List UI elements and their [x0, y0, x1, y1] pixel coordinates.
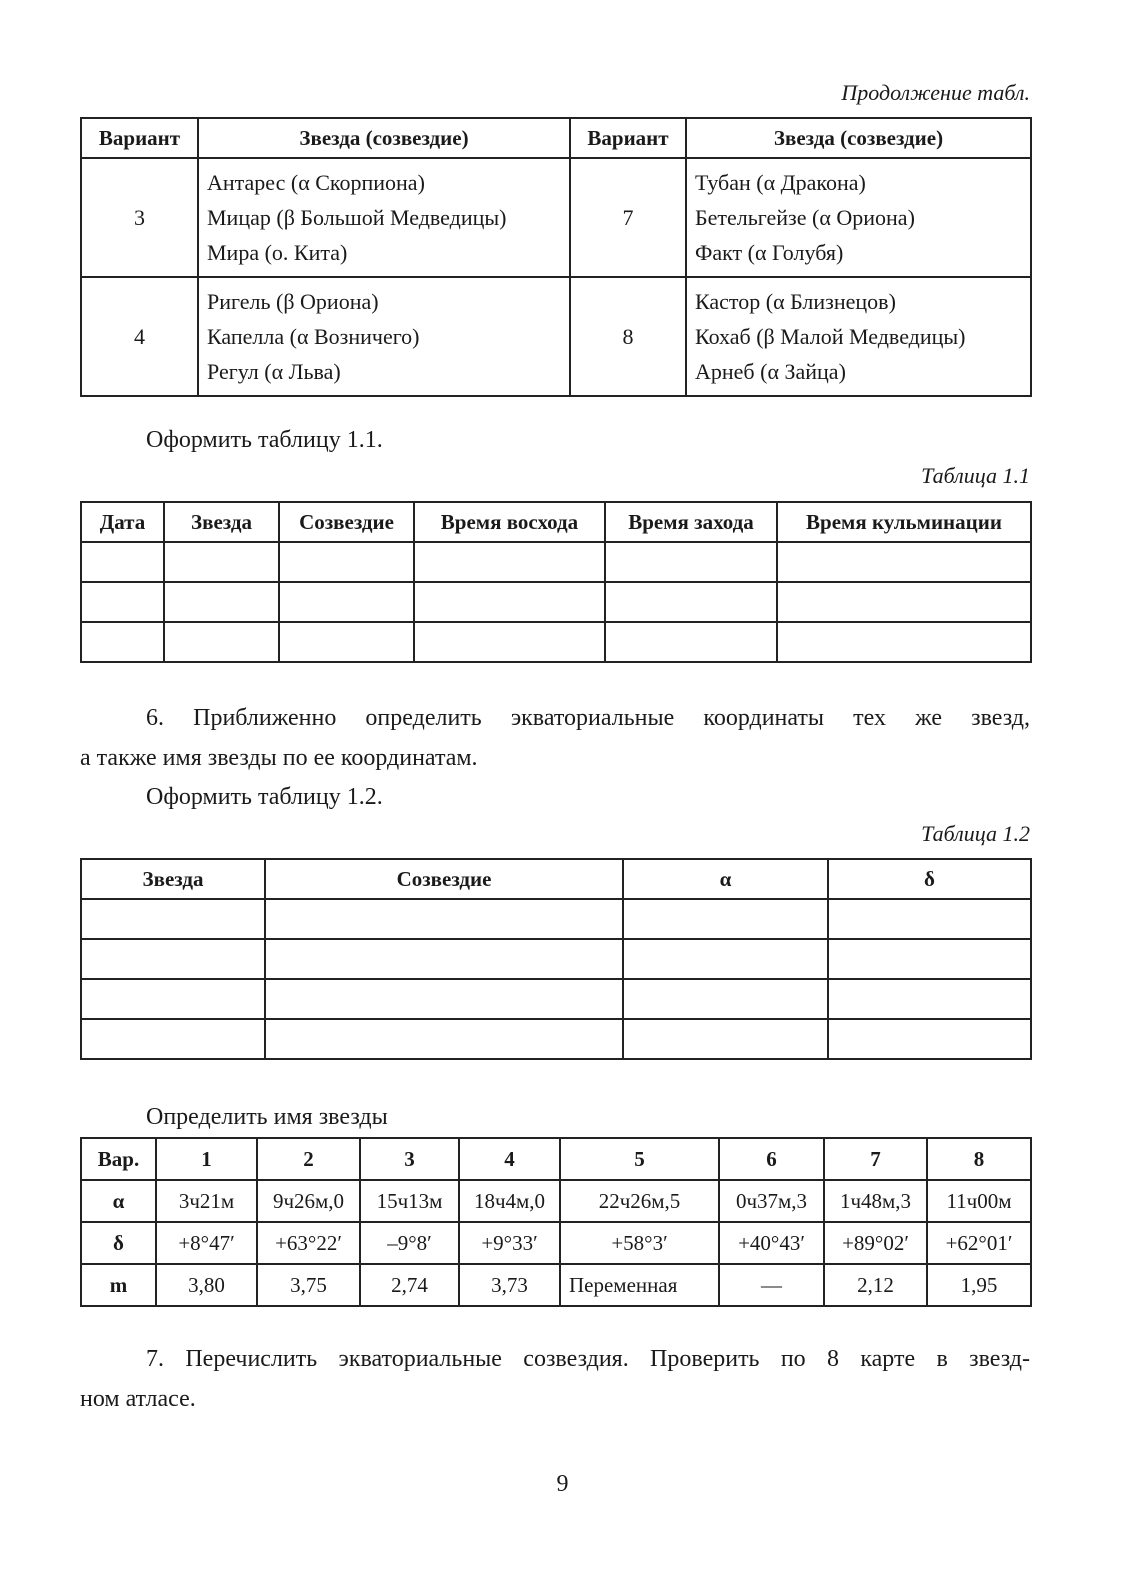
delta-cell: –9°8′: [360, 1222, 459, 1264]
empty-cell: [623, 979, 828, 1019]
table-header-row: [81, 859, 1031, 899]
variant-number: 7: [570, 158, 686, 277]
empty-cell: [265, 939, 623, 979]
table-row: [81, 1264, 1031, 1306]
variant-number: 3: [81, 158, 198, 277]
empty-cell: [81, 582, 164, 622]
header-cell: 6: [719, 1138, 824, 1180]
header-cell: Звезда (созвездие): [686, 118, 1031, 158]
instruction-table-1-2: Оформить таблицу 1.2.: [146, 784, 383, 810]
alpha-cell: 1ч48м,3: [824, 1180, 927, 1222]
table-1-1: [80, 501, 1032, 663]
alpha-cell: 0ч37м,3: [719, 1180, 824, 1222]
header-cell: Время захода: [605, 502, 777, 542]
star-identification-table: [80, 1137, 1032, 1307]
instruction-table-1-1: Оформить таблицу 1.1.: [146, 427, 383, 453]
header-cell: Звезда: [164, 502, 279, 542]
empty-cell: [265, 1019, 623, 1059]
empty-cell: [828, 979, 1031, 1019]
star-list: [686, 158, 1031, 277]
magnitude-cell: 3,75: [257, 1264, 360, 1306]
delta-cell: +8°47′: [156, 1222, 257, 1264]
magnitude-cell: 3,80: [156, 1264, 257, 1306]
empty-cell: [164, 582, 279, 622]
header-cell: 4: [459, 1138, 560, 1180]
delta-cell: +58°3′: [560, 1222, 719, 1264]
table-row: [81, 939, 1031, 979]
star-entry: Кастор (α Близнецов): [695, 289, 896, 314]
magnitude-cell: 2,74: [360, 1264, 459, 1306]
empty-cell: [623, 899, 828, 939]
star-entry: Кохаб (β Малой Медведицы): [695, 324, 966, 349]
empty-cell: [605, 582, 777, 622]
magnitude-cell: 3,73: [459, 1264, 560, 1306]
empty-cell: [279, 582, 414, 622]
empty-cell: [414, 622, 605, 662]
item-6-line-1: 6. Приближенно определить экваториальные координаты тех же звезд,: [146, 705, 1030, 731]
page-number: 9: [556, 1471, 569, 1497]
star-entry: Антарес (α Скорпиона): [207, 170, 425, 195]
empty-cell: [265, 979, 623, 1019]
empty-cell: [81, 979, 265, 1019]
table-1-2-caption: Таблица 1.2: [921, 821, 1030, 846]
empty-cell: [623, 1019, 828, 1059]
header-cell: 7: [824, 1138, 927, 1180]
star-entry: Арнеб (α Зайца): [695, 359, 846, 384]
star-list: [198, 277, 570, 396]
alpha-cell: 15ч13м: [360, 1180, 459, 1222]
header-cell: Звезда: [81, 859, 265, 899]
magnitude-cell: 1,95: [927, 1264, 1031, 1306]
table-row: [81, 277, 1031, 396]
header-cell: 1: [156, 1138, 257, 1180]
variant-number: 8: [570, 277, 686, 396]
star-entry: Мира (о. Кита): [207, 240, 348, 265]
alpha-cell: 3ч21м: [156, 1180, 257, 1222]
variants-table: [80, 117, 1032, 397]
table-row: [81, 1222, 1031, 1264]
continuation-caption: Продолжение табл.: [841, 80, 1030, 105]
header-cell: α: [623, 859, 828, 899]
header-cell: Время восхода: [414, 502, 605, 542]
table-row: [81, 1180, 1031, 1222]
empty-cell: [828, 939, 1031, 979]
header-cell: Дата: [81, 502, 164, 542]
row-label-alpha: α: [81, 1180, 156, 1222]
empty-cell: [81, 1019, 265, 1059]
item-7-line-1: 7. Перечислить экваториальные созвездия. Проверить по 8 карте в звезд-: [146, 1346, 1030, 1372]
header-cell: 2: [257, 1138, 360, 1180]
alpha-cell: 9ч26м,0: [257, 1180, 360, 1222]
row-label-magnitude: m: [81, 1264, 156, 1306]
alpha-cell: 18ч4м,0: [459, 1180, 560, 1222]
table-row: [81, 582, 1031, 622]
empty-cell: [81, 939, 265, 979]
header-cell: Вариант: [81, 118, 198, 158]
star-entry: Капелла (α Возничего): [207, 324, 420, 349]
empty-cell: [164, 622, 279, 662]
table-header-row: [81, 502, 1031, 542]
delta-cell: +89°02′: [824, 1222, 927, 1264]
empty-cell: [777, 542, 1031, 582]
header-cell: Звезда (созвездие): [198, 118, 570, 158]
empty-cell: [605, 622, 777, 662]
define-star-name-heading: Определить имя звезды: [146, 1104, 388, 1130]
item-6-line-2: а также имя звезды по ее координатам.: [80, 745, 478, 771]
header-cell: Созвездие: [265, 859, 623, 899]
empty-cell: [279, 622, 414, 662]
delta-cell: +40°43′: [719, 1222, 824, 1264]
magnitude-cell: —: [719, 1264, 824, 1306]
empty-cell: [279, 542, 414, 582]
delta-cell: +62°01′: [927, 1222, 1031, 1264]
magnitude-cell: 2,12: [824, 1264, 927, 1306]
empty-cell: [605, 542, 777, 582]
table-1-1-caption: Таблица 1.1: [921, 463, 1030, 488]
empty-cell: [164, 542, 279, 582]
header-cell: 8: [927, 1138, 1031, 1180]
header-cell: 3: [360, 1138, 459, 1180]
star-entry: Тубан (α Дракона): [695, 170, 866, 195]
alpha-cell: 11ч00м: [927, 1180, 1031, 1222]
table-row: [81, 622, 1031, 662]
empty-cell: [414, 582, 605, 622]
table-row: [81, 979, 1031, 1019]
table-header-row: [81, 1138, 1031, 1180]
empty-cell: [81, 622, 164, 662]
empty-cell: [623, 939, 828, 979]
empty-cell: [81, 899, 265, 939]
magnitude-cell: Переменная: [560, 1264, 719, 1306]
header-cell: Время кульминации: [777, 502, 1031, 542]
delta-cell: +9°33′: [459, 1222, 560, 1264]
star-entry: Мицар (β Большой Медведицы): [207, 205, 507, 230]
star-entry: Ригель (β Ориона): [207, 289, 379, 314]
empty-cell: [777, 582, 1031, 622]
star-entry: Факт (α Голубя): [695, 240, 844, 265]
empty-cell: [828, 1019, 1031, 1059]
alpha-cell: 22ч26м,5: [560, 1180, 719, 1222]
star-entry: Бетельгейзе (α Ориона): [695, 205, 915, 230]
table-row: [81, 542, 1031, 582]
empty-cell: [777, 622, 1031, 662]
item-7-line-2: ном атласе.: [80, 1386, 196, 1412]
empty-cell: [828, 899, 1031, 939]
star-list: [198, 158, 570, 277]
header-cell: δ: [828, 859, 1031, 899]
empty-cell: [265, 899, 623, 939]
variant-number: 4: [81, 277, 198, 396]
empty-cell: [414, 542, 605, 582]
star-list: [686, 277, 1031, 396]
header-cell: 5: [560, 1138, 719, 1180]
header-cell: Вар.: [81, 1138, 156, 1180]
row-label-delta: δ: [81, 1222, 156, 1264]
table-1-2: [80, 858, 1032, 1060]
table-row: [81, 158, 1031, 277]
header-cell: Созвездие: [279, 502, 414, 542]
table-header-row: [81, 118, 1031, 158]
table-row: [81, 899, 1031, 939]
table-row: [81, 1019, 1031, 1059]
star-entry: Регул (α Льва): [207, 359, 341, 384]
header-cell: Вариант: [570, 118, 686, 158]
delta-cell: +63°22′: [257, 1222, 360, 1264]
empty-cell: [81, 542, 164, 582]
